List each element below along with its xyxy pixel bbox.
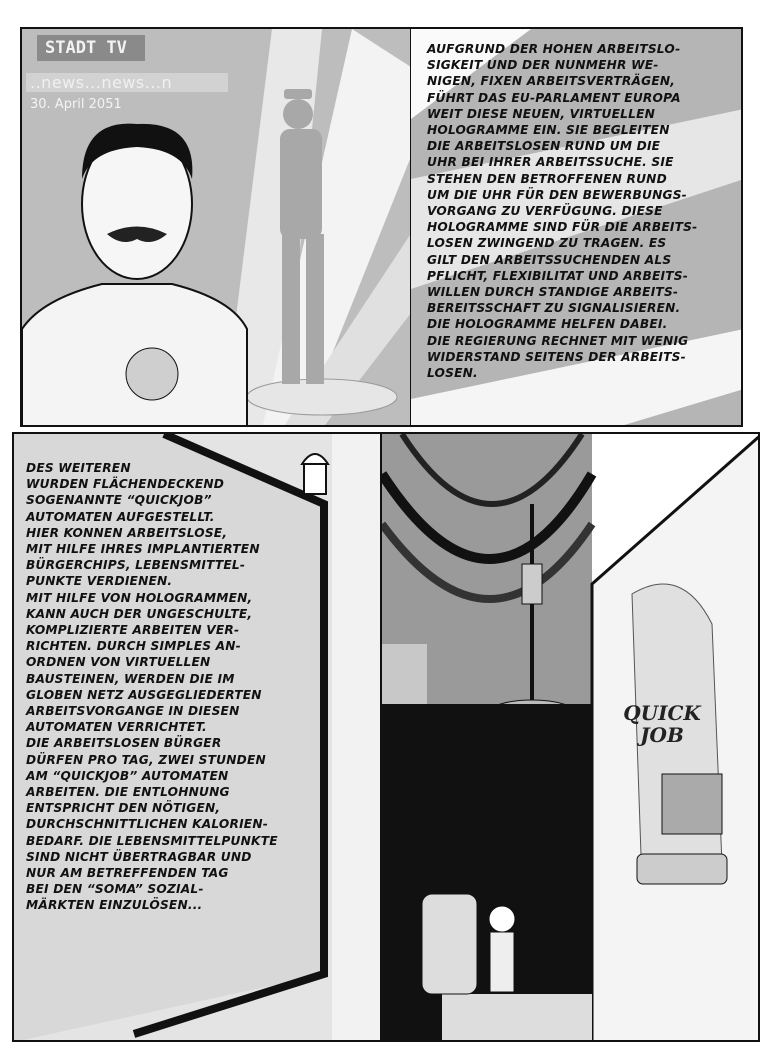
- news-anchor: [22, 124, 247, 427]
- news-ticker: ..news...news...n: [26, 73, 228, 92]
- quickjob-sign-text: QUICK JOB: [623, 701, 701, 747]
- panel-city-street: [380, 432, 760, 1042]
- caption-text: AUFGRUND DER HOHEN ARBEITSLO- SIGKEIT UND DER NUNMEHR WE- NIGEN, FIXEN ARBEITSVERTRÄGEN, FÜHRT DAS EU-PARLAMENT EUROPA WEIT DIESE NEUEN, VIRTUELLEN HOLOGRAMME EIN. SIE BEGLEITEN DIE ARBEITSLOSEN RUND UM DIE UHR BEI IHRER ARBEITSSUCHE. SIE STEHEN DEN BETROFFENEN RUND UM DIE UHR FÜR DEN BEWERBUNGS- VORGANG ZU VERFÜGUNG. DIESE HOLOGRAMME SIND FÜR DIE ARBEITS- LOSEN ZWINGEND ZU TRAGEN. ES GILT DEN ARBEITSSUCHENDEN ALS PFLICHT, FLEXIBILITAT UND ARBEITS- WILLEN DURCH STANDIGE ARBEITS- BEREITSSCHAFT ZU SIGNALISIEREN. DIE HOLOGRAMME HELFEN DABEI. DIE REGIERUNG RECHNET MIT WENIG WIDERSTAND SEITENS DER ARBEITS- LOSEN.: [427, 42, 698, 381]
- panel-quickjob-caption: [12, 432, 382, 1042]
- quickjob-sign: [617, 702, 707, 746]
- panel-news-broadcast: [20, 27, 412, 427]
- robot-and-girl: [422, 894, 515, 994]
- channel-logo: STADT TV: [37, 35, 145, 61]
- broadcast-date: 30. April 2051: [30, 97, 122, 112]
- panel-caption-holograms: [410, 27, 743, 427]
- caption-text: DES WEITEREN WURDEN FLÄCHENDECKEND SOGENANNTE “QUICKJOB” AUTOMATEN AUFGESTELLT. HIER KONNEN ARBEITSLOSE, MIT HILFE IHRES IMPLANTIERTEN BÜRGERCHIPS, LEBENSMITTEL- PUNKTE VERDIENEN. MIT HILFE VON HOLOGRAMMEN, KANN AUCH DER UNGESCHULTE, KOMPLIZIERTE ARBEITEN VER- RICHTEN. DURCH SIMPLES AN- ORDNEN VON VIRTUELLEN BAUSTEINEN, WERDEN DIE IM GLOBEN NETZ AUSGEGLIEDERTEN ARBEITSVORGANGE IN DIESEN AUTOMATEN VERRICHTET. DIE ARBEITSLOSEN BÜRGER DÜRFEN PRO TAG, ZWEI STUNDEN AM “QUICKJOB” AUTOMATEN ARBEITEN. DIE ENTLOHNUNG ENTSPRICHT DEN NÖTIGEN, DURCHSCHNITTLICHEN KALORIEN- BEDARF. DIE LEBENSMITTELPUNKTE SIND NICHT ÜBERTRAGBAR UND NUR AM BETREFFENDEN TAG BEI DEN “SOMA” SOZIAL- MÄRKTEN EINZULÖSEN...: [26, 461, 278, 913]
